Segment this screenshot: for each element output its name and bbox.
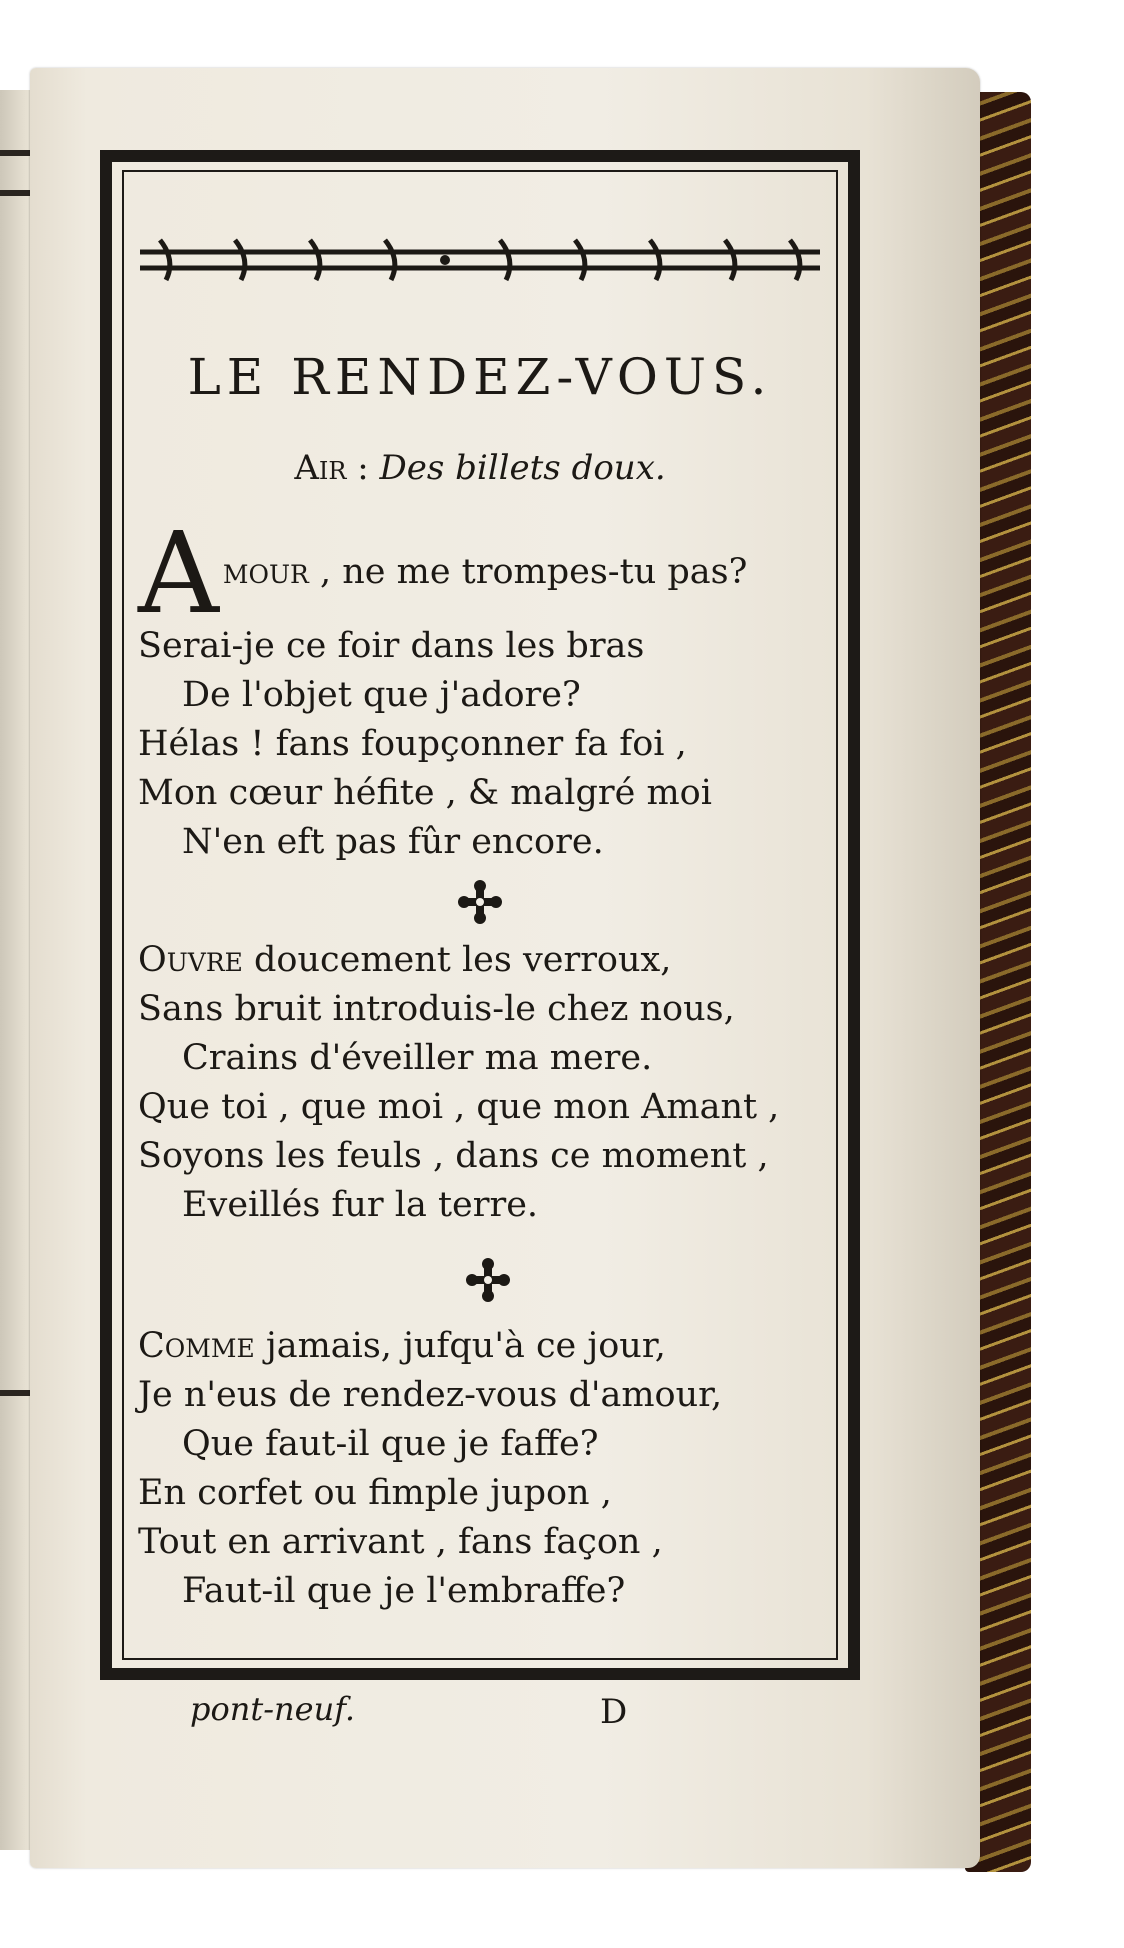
drop-cap: A: [138, 509, 219, 639]
air-label: Air :: [294, 448, 369, 488]
stanza-line: Que faut-il que je faffe?: [182, 1424, 599, 1464]
stanza-line: Mon cœur héfite , & malgré moi: [138, 773, 712, 813]
stanza-line: [138, 936, 838, 985]
first-word: Comme: [138, 1326, 255, 1366]
stanza-line: Faut-il que je l'embraffe?: [182, 1571, 626, 1611]
line-text: jamais, jufqu'à ce jour,: [254, 1326, 666, 1366]
stanza-line: Eveillés fur la terre.: [182, 1185, 539, 1225]
poem-title: LE RENDEZ-VOUS.: [187, 348, 773, 406]
first-word: mour: [222, 552, 309, 592]
stanza-line: Tout en arrivant , fans façon ,: [138, 1522, 663, 1562]
air-name: Des billets doux.: [379, 448, 666, 488]
stanza-line: [138, 1322, 838, 1371]
stanza-1: [138, 509, 838, 867]
stanza-line: Je n'eus de rendez-vous d'amour,: [138, 1375, 723, 1415]
line-text: , ne me trompes-tu pas?: [308, 552, 748, 592]
first-word: Ouvre: [138, 940, 243, 980]
stanza-line: Sans bruit introduis-le chez nous,: [138, 989, 735, 1029]
stanza-line: Serai-je ce foir dans les bras: [138, 626, 645, 666]
stanza-line: Crains d'éveiller ma mere.: [182, 1038, 653, 1078]
stanza-line: Soyons les feuls , dans ce moment ,: [138, 1136, 769, 1176]
stanza-line: [138, 520, 838, 597]
cross-fleuron-icon: [464, 1256, 512, 1304]
stanza-line: N'en eft pas fûr encore.: [182, 822, 604, 862]
rope-border-ornament-icon: [140, 232, 820, 288]
signature-mark: D: [600, 1692, 628, 1732]
stanza-2: [138, 936, 838, 1230]
stanza-3: [138, 1322, 838, 1616]
stanza-line: De l'objet que j'adore?: [182, 675, 581, 715]
tune-indication: [122, 448, 838, 488]
catchword: pont-neuf.: [190, 1690, 356, 1728]
cross-fleuron-icon: [456, 878, 504, 926]
line-text: doucement les verroux,: [242, 940, 672, 980]
stanza-line: En corfet ou fimple jupon ,: [138, 1473, 612, 1513]
stanza-line: Hélas ! fans foupçonner fa foi ,: [138, 724, 687, 764]
stanza-line: Que toi , que moi , que mon Amant ,: [138, 1087, 780, 1127]
